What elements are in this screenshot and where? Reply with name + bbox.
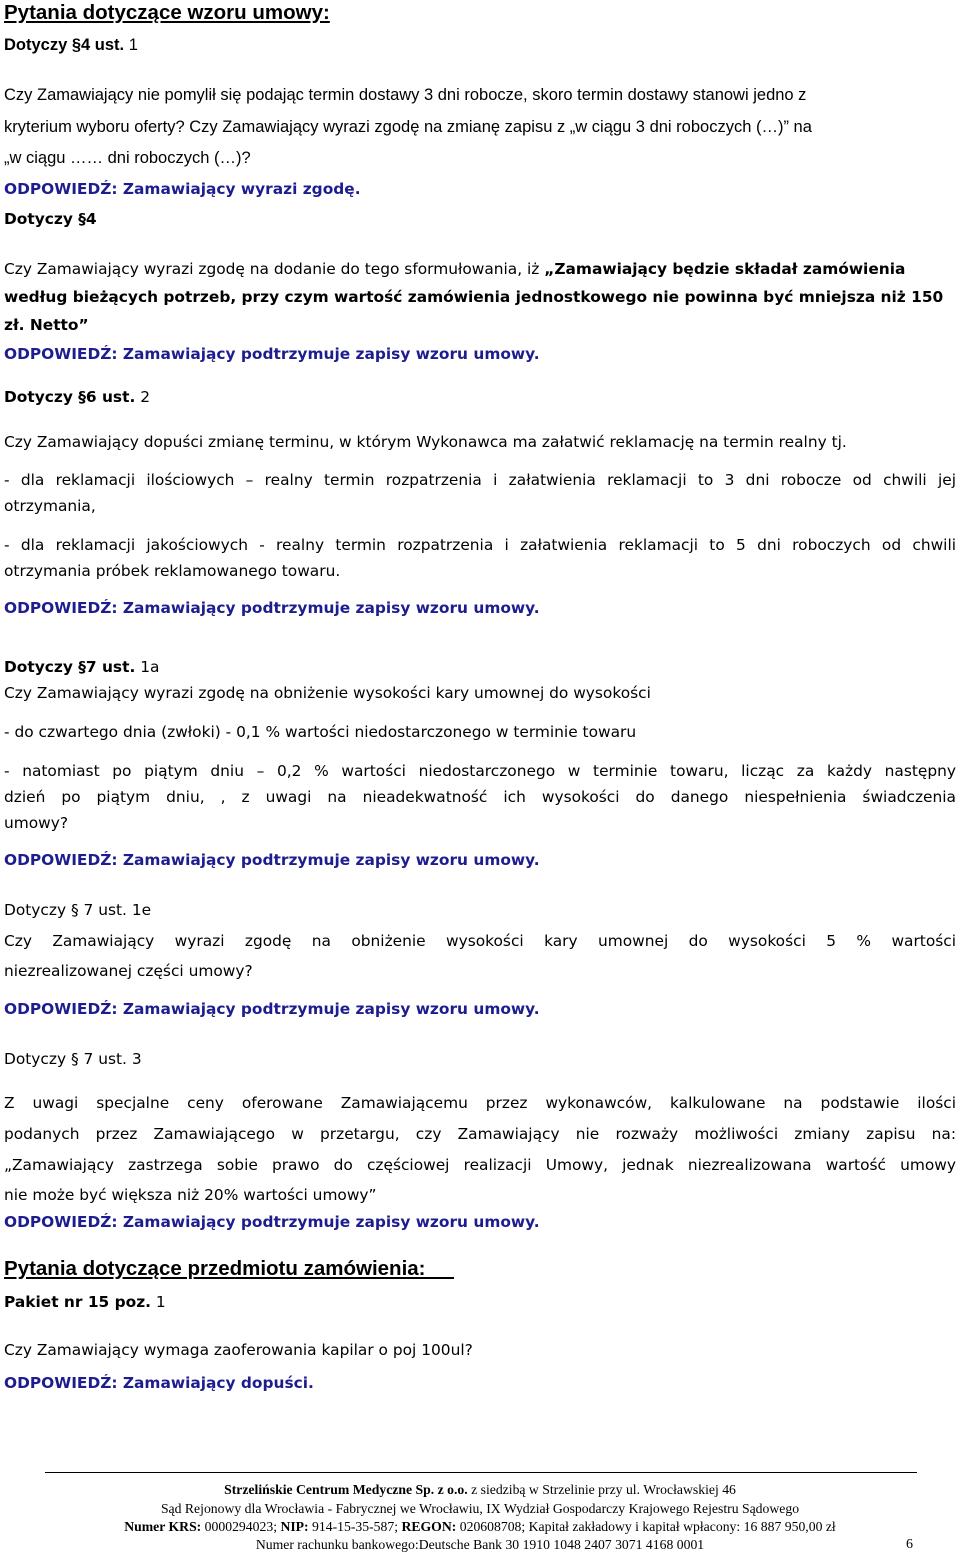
page-number: 6 (906, 1537, 913, 1552)
answer-text: ODPOWIEDŹ: Zamawiający podtrzymuje zapisy wzoru umowy. (4, 345, 540, 363)
question-text-line: umowy? (4, 814, 69, 832)
footer-court: Sąd Rejonowy dla Wrocławia - Fabrycznej we Wrocławiu, IX Wydział Gospodarczy Krajowego Rejestru Sądowego (160, 1501, 800, 1516)
question-text-line: Czy Zamawiający nie pomylił się podając termin dostawy 3 dni robocze, skoro termin dostawy stanowi jedno z (4, 86, 807, 104)
question-text-line: dzień po piątym dniu, , z uwagi na nieadekwatność ich wysokości do danego niespełnienia świadczenia (4, 788, 956, 806)
answer-text: ODPOWIEDŹ: Zamawiający podtrzymuje zapisy wzoru umowy. (4, 851, 540, 869)
question-text-line: podanych przez Zamawiającego w przetargu, czy Zamawiający nie rozważy możliwości zmiany zapisu na: (4, 1125, 956, 1143)
question-text-line: niezrealizowanej części umowy? (4, 962, 253, 980)
answer-text: ODPOWIEDŹ: Zamawiający podtrzymuje zapisy wzoru umowy. (4, 599, 540, 617)
question-text-line: - natomiast po piątym dniu – 0,2 % wartości niedostarczonego w terminie towaru, licząc za każdy następny (4, 762, 956, 780)
question-text-line: otrzymania próbek reklamowanego towaru. (4, 562, 341, 580)
footer-divider (45, 1472, 917, 1473)
question-reference: Dotyczy § 7 ust. 1e (4, 901, 152, 919)
question-reference: Pakiet nr 15 poz. 1 (4, 1293, 166, 1311)
question-text-line: według bieżących potrzeb, przy czym wartość zamówienia jednostkowego nie powinna być mniejsza niż 150 (4, 288, 944, 306)
section-heading-subject: Pytania dotyczące przedmiotu zamówienia: (4, 1257, 426, 1280)
answer-text: ODPOWIEDŹ: Zamawiający wyrazi zgodę. (4, 180, 361, 198)
answer-text: ODPOWIEDŹ: Zamawiający podtrzymuje zapisy wzoru umowy. (4, 1000, 540, 1018)
question-text-line: „w ciągu …… dni roboczych (…)? (4, 149, 251, 167)
question-text-line: otrzymania, (4, 497, 96, 515)
question-text-line: Czy Zamawiający dopuści zmianę terminu, w którym Wykonawca ma załatwić reklamację na termin realny tj. (4, 433, 847, 451)
footer-company: Strzelińskie Centrum Medyczne Sp. z o.o. z siedzibą w Strzelinie przy ul. Wrocławskiej 46 (224, 1482, 736, 1497)
question-reference: Dotyczy §4 (4, 210, 97, 228)
question-text-line: zł. Netto” (4, 316, 89, 334)
question-text-line: Czy Zamawiający wyrazi zgodę na dodanie do tego sformułowania, iż „Zamawiający będzie składał zamówienia (4, 260, 906, 278)
question-reference: Dotyczy §7 ust. 1a (4, 658, 160, 676)
answer-text: ODPOWIEDŹ: Zamawiający dopuści. (4, 1374, 314, 1392)
question-reference: Dotyczy § 7 ust. 3 (4, 1050, 142, 1068)
answer-text: ODPOWIEDŹ: Zamawiający podtrzymuje zapisy wzoru umowy. (4, 1213, 540, 1231)
question-text-line: Z uwagi specjalne ceny oferowane Zamawiającemu przez wykonawców, kalkulowane na podstawie ilości (4, 1094, 956, 1112)
question-text-line: nie może być większa niż 20% wartości umowy” (4, 1186, 377, 1204)
question-text-line: kryterium wyboru oferty? Czy Zamawiający wyrazi zgodę na zmianę zapisu z „w ciągu 3 dni roboczych (…)” na (4, 118, 812, 136)
question-text-line: „Zamawiający zastrzega sobie prawo do częściowej realizacji Umowy, jednak niezrealizowana wartość umowy (4, 1156, 956, 1174)
question-text-line: Czy Zamawiający wyrazi zgodę na obniżenie wysokości kary umownej do wysokości 5 % wartości (4, 932, 956, 950)
question-text-line: Czy Zamawiający wymaga zaoferowania kapilar o poj 100ul? (4, 1341, 473, 1359)
footer-bank-account: Numer rachunku bankowego:Deutsche Bank 30 1910 1048 2407 3071 4168 0001 (255, 1537, 705, 1552)
question-text-line: - do czwartego dnia (zwłoki) - 0,1 % wartości niedostarczonego w terminie towaru (4, 723, 637, 741)
footer-registry: Numer KRS: 0000294023; NIP: 914-15-35-587; REGON: 020608708; Kapitał zakładowy i kapitał wpłacony: 16 887 950,00 zł (124, 1519, 836, 1534)
question-text-line: - dla reklamacji jakościowych - realny termin rozpatrzenia i załatwienia reklamacji to 5 dni roboczych od chwili (4, 536, 956, 554)
question-reference: Dotyczy §4 ust. 1 (4, 36, 138, 54)
section-heading-contract: Pytania dotyczące wzoru umowy: (4, 1, 330, 24)
question-text-line: Czy Zamawiający wyrazi zgodę na obniżenie wysokości kary umownej do wysokości (4, 684, 651, 702)
question-text-line: - dla reklamacji ilościowych – realny termin rozpatrzenia i załatwienia reklamacji to 3 dni robocze od chwili jej (4, 471, 956, 489)
question-reference: Dotyczy §6 ust. 2 (4, 388, 150, 406)
